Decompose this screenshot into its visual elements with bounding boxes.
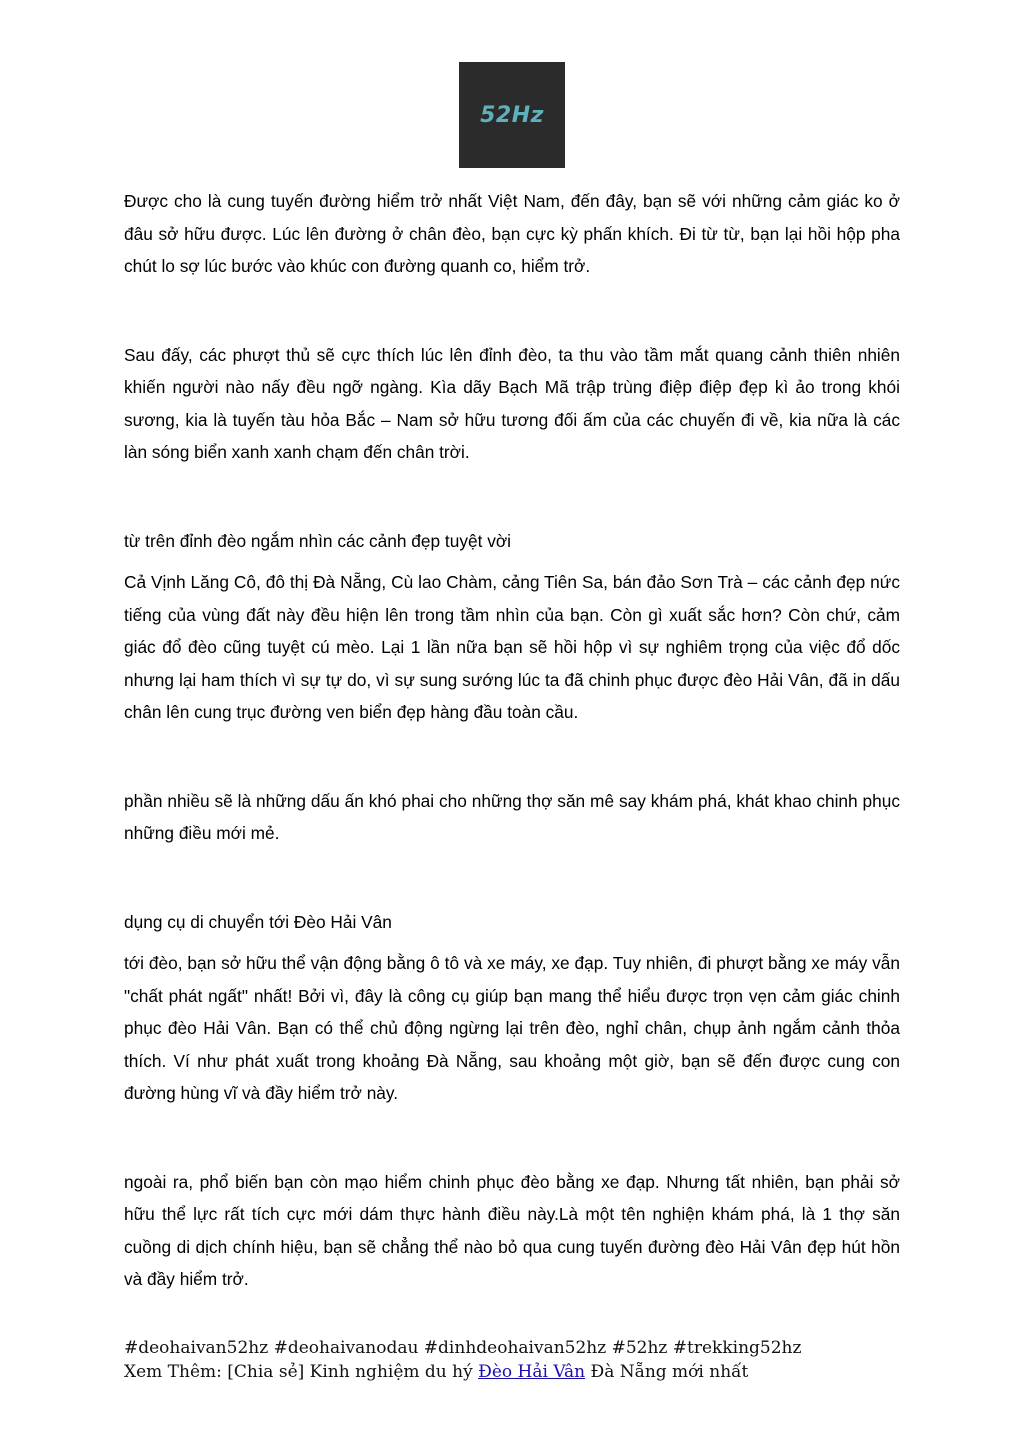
see-more-line bbox=[124, 1360, 924, 1384]
paragraph: Sau đấy, các phượt thủ sẽ cực thích lúc lên đỉnh đèo, ta thu vào tầm mắt quang cảnh thiên nhiên khiến người nào nấy đều ngỡ ngàng. Kìa dãy Bạch Mã trập trùng điệp điệp đẹp kì ảo trong khói sương, kia là tuyến tàu hỏa Bắc – Nam sở hữu tương đối ấm của các chuyến đi về, kia nữa là các làn sóng biển xanh xanh chạm đến chân trời. bbox=[124, 344, 900, 462]
see-more-prefix: Xem Thêm: [Chia sẻ] Kinh nghiệm du hý bbox=[124, 1362, 479, 1382]
see-more-suffix: Đà Nẵng mới nhất bbox=[585, 1362, 749, 1382]
section-heading: dụng cụ di chuyển tới Đèo Hải Vân bbox=[124, 911, 392, 932]
brand-logo bbox=[459, 62, 565, 168]
brand-logo-text: 52Hz bbox=[480, 102, 544, 128]
article-body bbox=[124, 185, 900, 1296]
paragraph: ngoài ra, phổ biến bạn còn mạo hiểm chinh phục đèo bằng xe đạp. Nhưng tất nhiên, bạn phải sở hữu thể lực rất tích cực mới dám thực hành điều này.Là một tên nghiện khám phá, là 1 thợ săn cuồng di dịch chính hiệu, bạn sẽ chẳng thể nào bỏ qua cung tuyến đường đèo Hải Vân đẹp hút hồn và đầy hiểm trở. bbox=[124, 1171, 900, 1289]
dèo-hai-van-link[interactable]: Đèo Hải Vân bbox=[478, 1362, 586, 1382]
footer bbox=[124, 1336, 924, 1384]
paragraph: Được cho là cung tuyến đường hiểm trở nhất Việt Nam, đến đây, bạn sẽ với những cảm giác ko ở đâu sở hữu được. Lúc lên đường ở chân đèo, bạn cực kỳ phấn khích. Đi từ từ, bạn lại hồi hộp pha chút lo sợ lúc bước vào khúc con đường quanh co, hiểm trở. bbox=[124, 191, 900, 276]
paragraph: phần nhiều sẽ là những dấu ấn khó phai cho những thợ săn mê say khám phá, khát khao chinh phục những điều mới mẻ. bbox=[124, 790, 900, 843]
hashtags: #deohaivan52hz #deohaivanodau #dinhdeohaivan52hz #52hz #trekking52hz bbox=[124, 1338, 802, 1358]
paragraph: tới đèo, bạn sở hữu thể vận động bằng ô tô và xe máy, xe đạp. Tuy nhiên, đi phượt bằng xe máy vẫn "chất phát ngất" nhất! Bởi vì, đây là công cụ giúp bạn mang thể hiểu được trọn vẹn cảm giác chinh phục đèo Hải Vân. Bạn có thể chủ động ngừng lại trên đèo, nghỉ chân, chụp ảnh ngắm cảnh thỏa thích. Ví như phát xuất trong khoảng Đà Nẵng, sau khoảng một giờ, bạn sẽ đến được cung con đường hùng vĩ và đầy hiểm trở này. bbox=[124, 953, 900, 1103]
section-heading: từ trên đỉnh đèo ngắm nhìn các cảnh đẹp tuyệt vời bbox=[124, 530, 512, 551]
paragraph: Cả Vịnh Lăng Cô, đô thị Đà Nẵng, Cù lao Chàm, cảng Tiên Sa, bán đảo Sơn Trà – các cảnh đẹp nức tiếng của vùng đất này đều hiện lên trong tầm nhìn của bạn. Còn gì xuất sắc hơn? Còn chứ, cảm giác đổ đèo cũng tuyệt cú mèo. Lại 1 lần nữa bạn sẽ hồi hộp vì sự nghiêm trọng của việc đổ dốc nhưng lại ham thích vì sự tự do, vì sự sung sướng lúc ta đã chinh phục được đèo Hải Vân, đã in dấu chân lên cung trục đường ven biển đẹp hàng đầu toàn cầu. bbox=[124, 572, 900, 722]
